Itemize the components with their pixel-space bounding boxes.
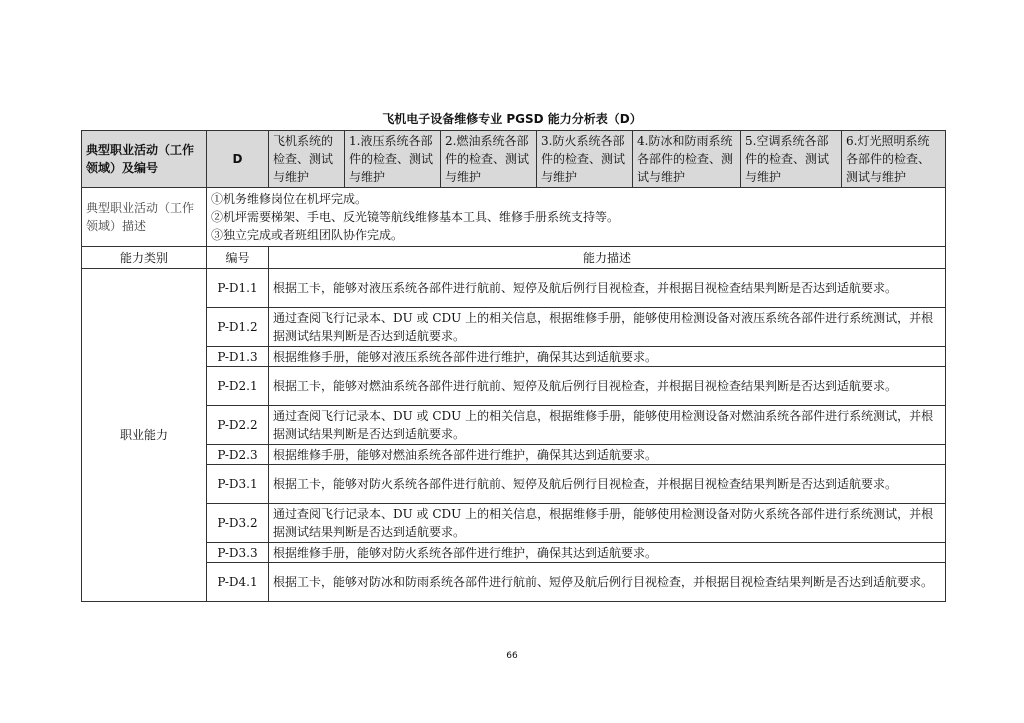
table-row bbox=[82, 543, 946, 563]
ability-desc: 根据工卡，能够对燃油系统各部件进行航前、短停及航后例行目视检查，并根据目视检查结果判断是否达到适航要求。 bbox=[269, 367, 946, 406]
subsystem-header: 1.液压系统各部件的检查、测试与维护 bbox=[345, 131, 441, 188]
description-cell bbox=[207, 188, 946, 247]
subsystem-header: 6.灯光照明系统各部件的检查、测试与维护 bbox=[842, 131, 946, 188]
subsystem-header: 2.燃油系统各部件的检查、测试与维护 bbox=[441, 131, 537, 188]
activity-code-cell: D bbox=[207, 131, 269, 188]
ability-desc: 根据维修手册，能够对防火系统各部件进行维护，确保其达到适航要求。 bbox=[269, 543, 946, 563]
description-line: ①机务维修岗位在机坪完成。 bbox=[211, 192, 368, 206]
table-row bbox=[82, 347, 946, 367]
description-line: ②机坪需要梯架、手电、反光镜等航线维修基本工具、维修手册系统支持等。 bbox=[211, 210, 620, 224]
ability-code: P-D2.2 bbox=[207, 406, 269, 445]
header-row bbox=[82, 131, 946, 188]
subsystem-header: 飞机系统的检查、测试与维护 bbox=[269, 131, 345, 188]
ability-code: P-D2.1 bbox=[207, 367, 269, 406]
activity-label-cell: 典型职业活动（工作领域）及编号 bbox=[82, 131, 207, 188]
ability-desc: 根据工卡，能够对防冰和防雨系统各部件进行航前、短停及航后例行目视检查，并根据目视检查结果判断是否达到适航要求。 bbox=[269, 563, 946, 602]
code-column-header: 编号 bbox=[207, 247, 269, 269]
table-row bbox=[82, 269, 946, 308]
ability-desc: 根据工卡，能够对防火系统各部件进行航前、短停及航后例行目视检查，并根据目视检查结果判断是否达到适航要求。 bbox=[269, 465, 946, 504]
ability-code: P-D1.3 bbox=[207, 347, 269, 367]
subsystem-header: 3.防火系统各部件的检查、测试与维护 bbox=[537, 131, 633, 188]
ability-code: P-D1.1 bbox=[207, 269, 269, 308]
ability-code: P-D2.3 bbox=[207, 445, 269, 465]
table-row bbox=[82, 445, 946, 465]
ability-code: P-D3.1 bbox=[207, 465, 269, 504]
ability-code: P-D1.2 bbox=[207, 308, 269, 347]
page-number: 66 bbox=[506, 651, 518, 661]
table-title: 飞机电子设备维修专业 PGSD 能力分析表（D） bbox=[382, 112, 642, 126]
category-cell: 职业能力 bbox=[82, 269, 207, 602]
description-row bbox=[82, 188, 946, 247]
table-row bbox=[82, 367, 946, 406]
table-row bbox=[82, 563, 946, 602]
column-header-row bbox=[82, 247, 946, 269]
description-line: ③独立完成或者班组团队协作完成。 bbox=[211, 228, 404, 242]
ability-desc: 根据工卡，能够对液压系统各部件进行航前、短停及航后例行目视检查，并根据目视检查结果判断是否达到适航要求。 bbox=[269, 269, 946, 308]
ability-desc: 根据维修手册，能够对燃油系统各部件进行维护，确保其达到适航要求。 bbox=[269, 445, 946, 465]
table-row bbox=[82, 504, 946, 543]
ability-desc: 根据维修手册，能够对液压系统各部件进行维护，确保其达到适航要求。 bbox=[269, 347, 946, 367]
category-column-header: 能力类别 bbox=[82, 247, 207, 269]
table-row bbox=[82, 465, 946, 504]
desc-column-header: 能力描述 bbox=[269, 247, 946, 269]
ability-desc: 通过查阅飞行记录本、DU 或 CDU 上的相关信息，根据维修手册，能够使用检测设备对燃油系统各部件进行系统测试，并根据测试结果判断是否达到适航要求。 bbox=[269, 406, 946, 445]
ability-code: P-D3.3 bbox=[207, 543, 269, 563]
ability-code: P-D4.1 bbox=[207, 563, 269, 602]
ability-desc: 通过查阅飞行记录本、DU 或 CDU 上的相关信息，根据维修手册，能够使用检测设备对防火系统各部件进行系统测试，并根据测试结果判断是否达到适航要求。 bbox=[269, 504, 946, 543]
ability-code: P-D3.2 bbox=[207, 504, 269, 543]
description-label: 典型职业活动（工作领域）描述 bbox=[82, 188, 207, 247]
table-row bbox=[82, 406, 946, 445]
ability-desc: 通过查阅飞行记录本、DU 或 CDU 上的相关信息，根据维修手册，能够使用检测设备对液压系统各部件进行系统测试，并根据测试结果判断是否达到适航要求。 bbox=[269, 308, 946, 347]
table-row bbox=[82, 308, 946, 347]
subsystem-header: 4.防冰和防雨系统各部件的检查、测试与维护 bbox=[633, 131, 741, 188]
subsystem-header: 5.空调系统各部件的检查、测试与维护 bbox=[741, 131, 842, 188]
pgsd-ability-table bbox=[81, 130, 946, 602]
